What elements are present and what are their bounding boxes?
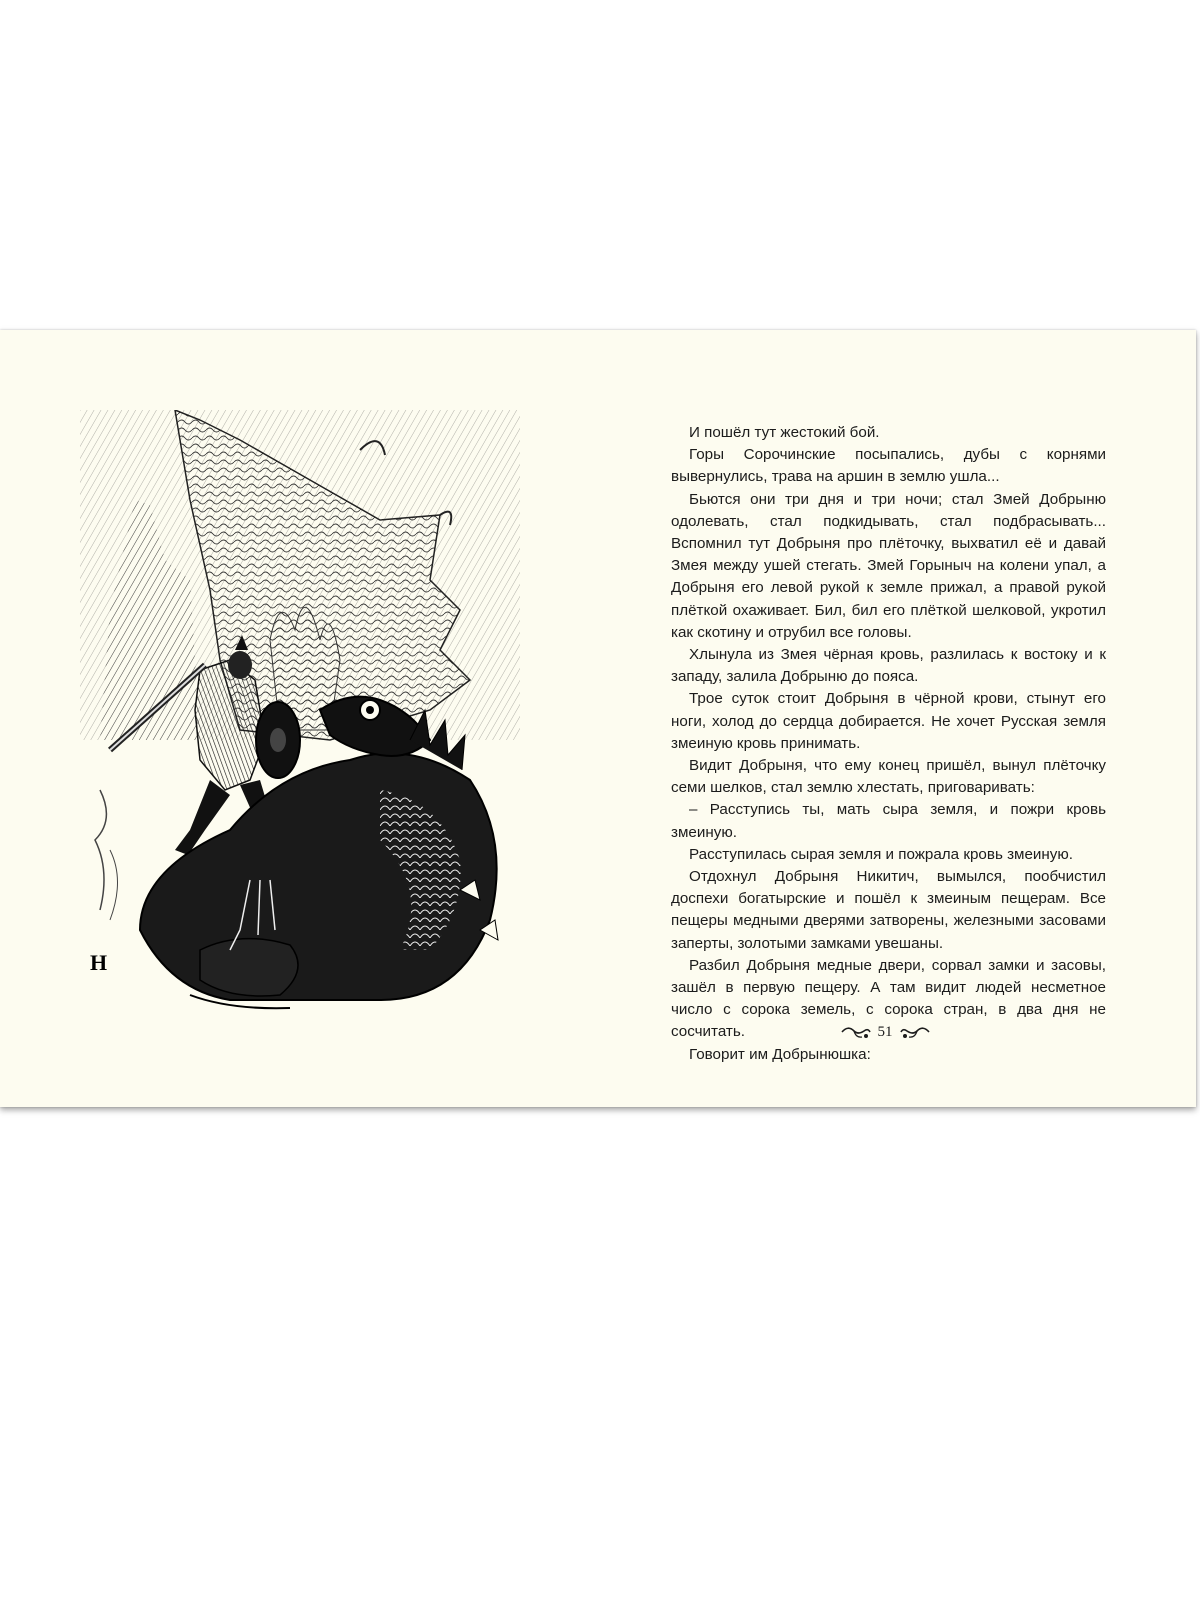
paragraph: И пошёл тут жестокий бой. — [689, 424, 880, 441]
body-text-column — [671, 422, 1106, 1066]
dragon-figure — [140, 697, 498, 1009]
paragraph: Говорит им Добрынюшка: — [689, 1045, 871, 1063]
knight-dragon-illustration — [80, 410, 520, 1015]
book-spread — [0, 330, 1196, 1107]
right-flourish-icon — [899, 1023, 931, 1041]
paragraph: Трое суток стоит Добрыня в чёрной крови, стынут его ноги, холод до сердца добирается. Не хочет Русская земля змеиную кровь принимать. — [671, 690, 1106, 752]
paragraph: Видит Добрыня, что ему конец пришёл, вынул плёточку семи шелков, стал землю хлестать, приговаривать: — [671, 757, 1106, 797]
left-flourish-icon — [840, 1023, 872, 1041]
paragraph: Отдохнул Добрыня Никитич, вымылся, пообчистил доспехи богатырские и пошёл к змеиным пещерам. Все пещеры медными дверями затворены, железными засовами заперты, золотыми замками увешаны. — [671, 868, 1106, 952]
artist-signature: Н — [90, 950, 108, 975]
paragraph: – Расступись ты, мать сыра земля, и пожри кровь змеиную. — [671, 801, 1106, 841]
paragraph: Хлынула из Змея чёрная кровь, разлилась к востоку и к западу, залила Добрыню до пояса. — [671, 646, 1106, 686]
page-footer — [832, 1018, 938, 1046]
paragraph: Расступилась сырая земля и пожрала кровь змеиную. — [689, 845, 1074, 863]
paragraph: Горы Сорочинские посыпались, дубы с корнями вывернулись, трава на аршин в землю ушла... — [671, 446, 1106, 486]
engraving-image — [80, 410, 520, 1015]
paragraph: Разбил Добрыня медные двери, сорвал замки и засовы, зашёл в первую пещеру. А там видит людей несметное число с сорока земель, с сорока стран, в два дня не сосчитать. — [671, 956, 1106, 1041]
page-number: 51 — [877, 1023, 893, 1040]
paragraph: Бьются они три дня и три ночи; стал Змей Добрыню одолевать, стал подкидывать, стал подбрасывать... Вспомнил тут Добрыня про плёточку, выхватил её и давай Змея между ушей стегать. Змей Горыныч на колени упал, а Добрыня его левой рукой к земле прижал, а правой рукой плёткой охаживает. Бил, бил его плёткой шелковой, укротил как скотину и отрубил все головы. — [671, 490, 1106, 641]
